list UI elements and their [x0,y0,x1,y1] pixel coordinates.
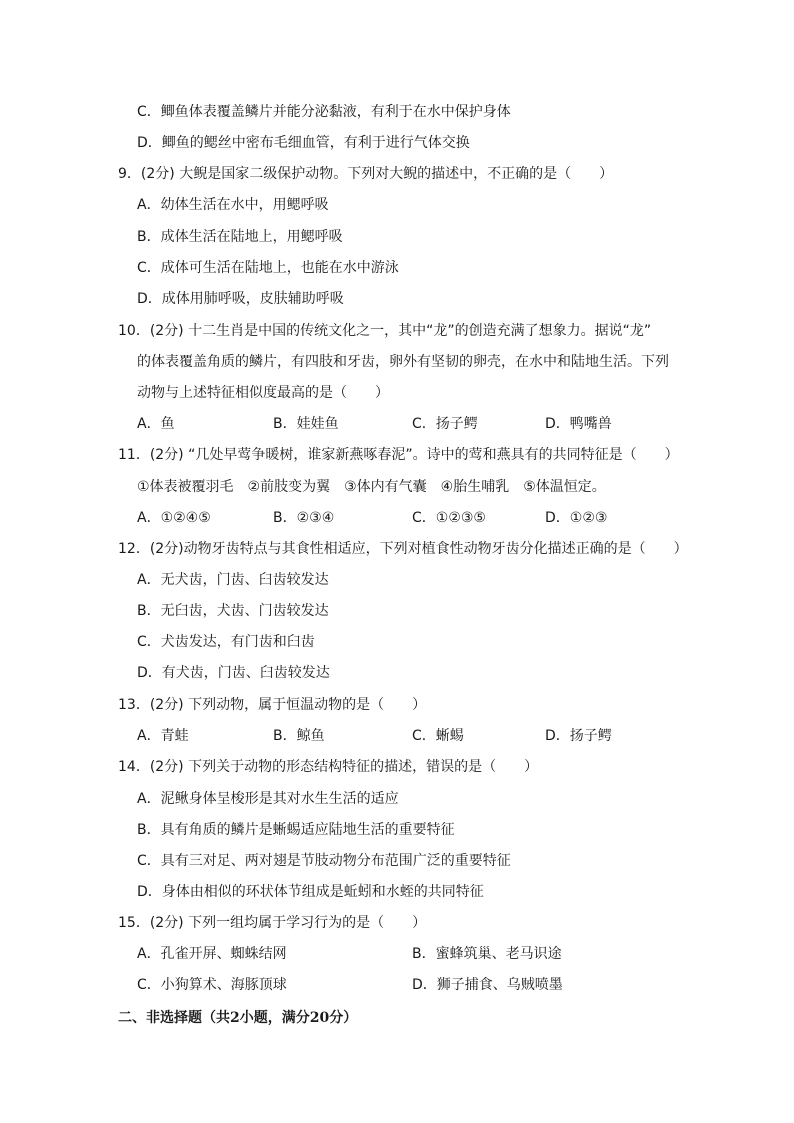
q15-option-d: D．狮子捕食、乌贼喷墨 [412,977,563,993]
q9-option-d: D．成体用肺呼吸，皮肤辅助呼吸 [137,291,344,307]
q14-option-c: C．具有三对足、两对翅是节肢动物分布范围广泛的重要特征 [137,853,511,869]
q11-option-b: B．②③④ [273,510,335,526]
q10-option-d: D．鸭嘴兽 [545,416,612,432]
q14-option-d: D．身体由相似的环状体节组成是蚯蚓和水蛭的共同特征 [137,884,484,900]
q13-stem: 13．(2分) 下列动物，属于恒温动物的是（ ） [118,697,427,713]
q11-stem: 11．(2分) “几处早莺争暖树，谁家新燕啄春泥”。诗中的莺和燕具有的共同特征是（ ） [118,447,679,463]
q10-option-b: B．娃娃鱼 [273,416,339,432]
q12-option-a: A．无犬齿，门齿、臼齿较发达 [137,572,329,588]
q9-option-c: C．成体可生活在陆地上，也能在水中游泳 [137,260,399,276]
q15-option-b: B．蜜蜂筑巢、老马识途 [412,946,562,962]
q11-option-a: A．①②④⑤ [137,510,211,526]
q9-stem: 9．(2分) 大鲵是国家二级保护动物。下列对大鲵的描述中，不正确的是（ ） [118,166,614,182]
q8-option-c: C．鲫鱼体表覆盖鳞片并能分泌黏液，有利于在水中保护身体 [137,104,511,120]
q14-option-b: B．具有角质的鳞片是蜥蜴适应陆地生活的重要特征 [137,822,455,838]
q12-option-b: B．无臼齿，犬齿、门齿较发达 [137,603,329,619]
q8-option-d: D．鲫鱼的鳃丝中密布毛细血管，有利于进行气体交换 [137,135,470,151]
q10-stem-line2: 的体表覆盖角质的鳞片，有四肢和牙齿，卵外有坚韧的卵壳，在水中和陆地生活。下列 [137,354,669,370]
q9-option-b: B．成体生活在陆地上，用鳃呼吸 [137,229,343,245]
q15-option-a: A．孔雀开屏、蜘蛛结网 [137,946,287,962]
q9-option-a: A．幼体生活在水中，用鳃呼吸 [137,197,329,213]
q10-stem-line3: 动物与上述特征相似度最高的是（ ） [137,385,389,401]
q10-option-c: C．扬子鳄 [412,416,478,432]
q11-option-c: C．①②③⑤ [412,510,486,526]
q14-stem: 14．(2分) 下列关于动物的形态结构特征的描述，错误的是（ ） [118,759,539,775]
q13-option-b: B．鲸鱼 [273,728,325,744]
q15-option-c: C．小狗算术、海豚顶球 [137,977,287,993]
q12-option-d: D．有犬齿，门齿、臼齿较发达 [137,665,330,681]
q13-option-a: A．青蛙 [137,728,189,744]
q12-option-c: C．犬齿发达，有门齿和臼齿 [137,634,315,650]
q10-option-a: A．鱼 [137,416,175,432]
q11-features: ①体表被覆羽毛 ②前肢变为翼 ③体内有气囊 ④胎生哺乳 ⑤体温恒定。 [137,479,606,495]
q11-option-d: D．①②③ [545,510,608,526]
q13-option-d: D．扬子鳄 [545,728,612,744]
q14-option-a: A．泥鳅身体呈梭形是其对水生生活的适应 [137,791,399,807]
section-heading-non-choice: 二、非选择题（共2小题，满分20分） [118,1010,358,1026]
q12-stem: 12．(2分)动物牙齿特点与其食性相适应，下列对植食性动物牙齿分化描述正确的是（ ） [118,541,688,557]
q13-option-c: C．蜥蜴 [412,728,464,744]
q15-stem: 15．(2分) 下列一组均属于学习行为的是（ ） [118,915,427,931]
q10-stem-line1: 10．(2分) 十二生肖是中国的传统文化之一，其中“龙”的创造充满了想象力。据说“龙” [118,323,652,339]
